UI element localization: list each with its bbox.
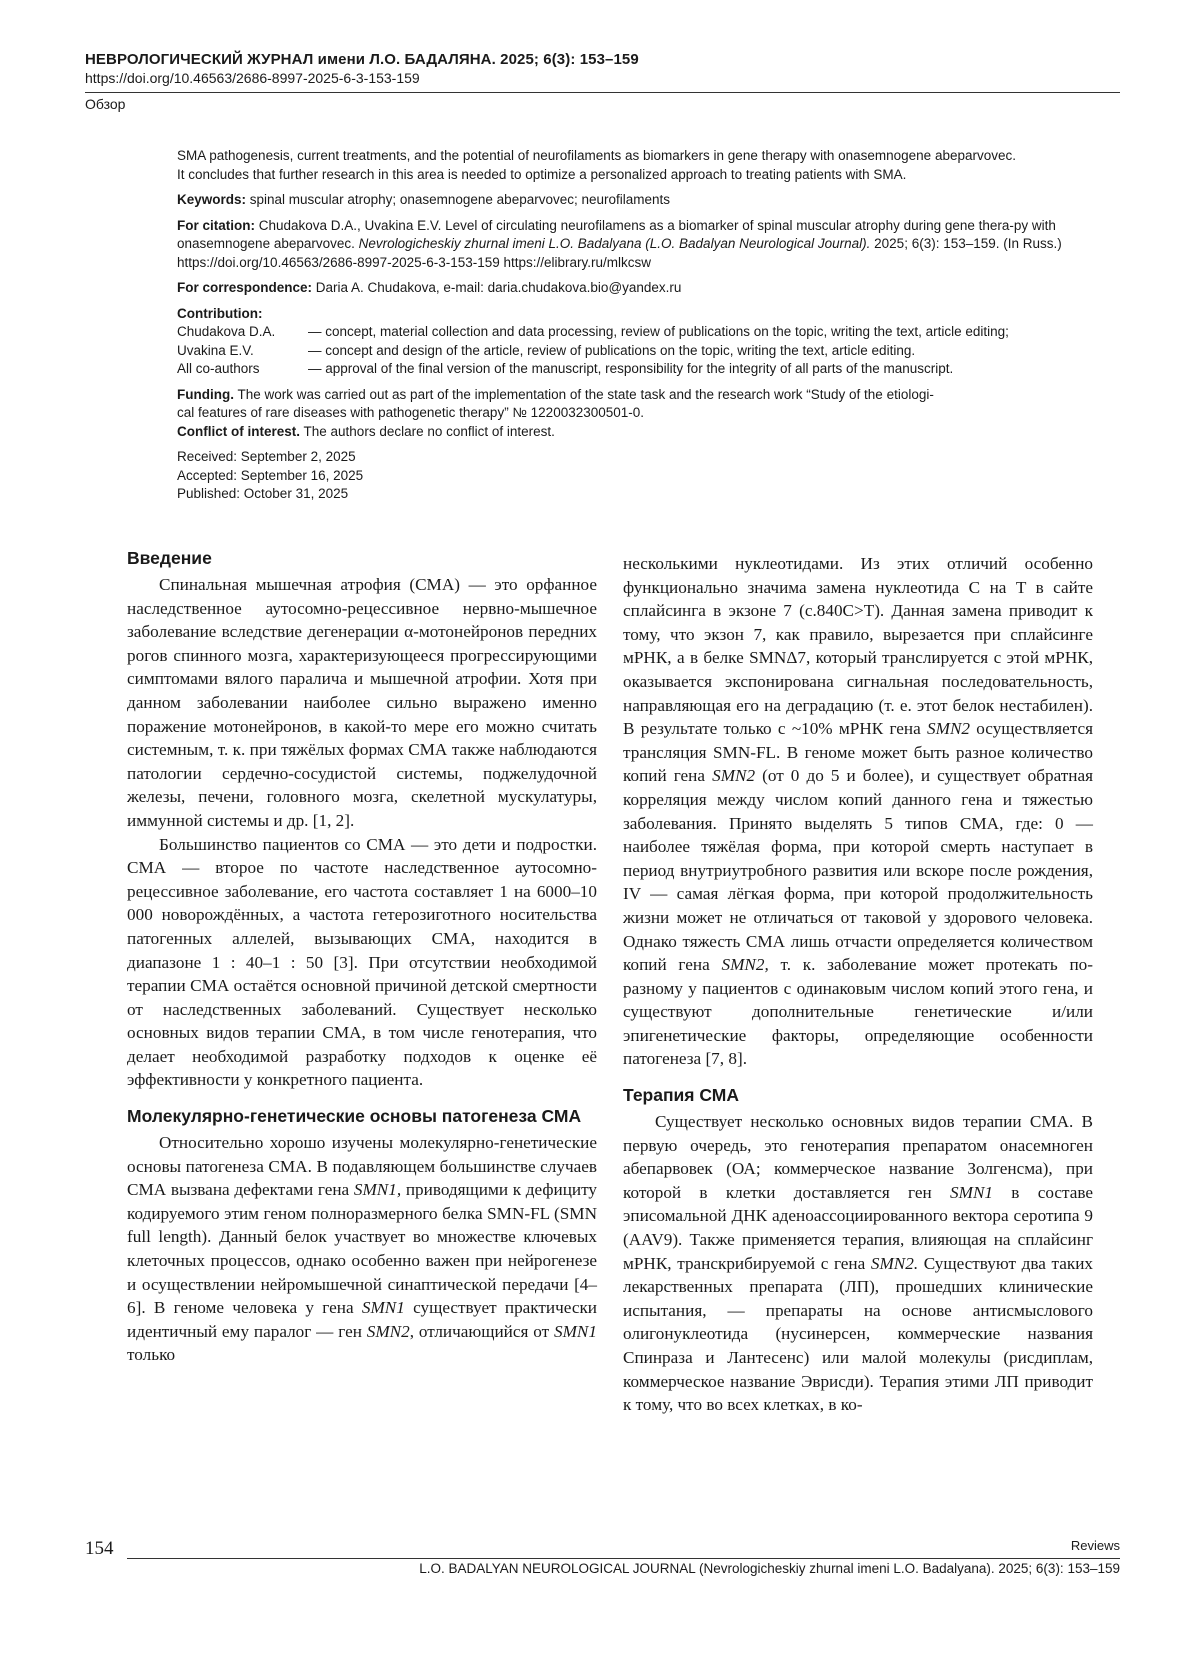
accepted-date: Accepted: September 16, 2025: [177, 467, 364, 483]
citation-text: Chudakova D.A., Uvakina E.V. Level of circulating neurofilamens as a biomarker of spinal muscular atrophy during gene thera-py with onasemnogene abeparvovec.: [177, 217, 1056, 251]
therapy-heading: Терапия СМА: [623, 1085, 739, 1106]
funding: [177, 386, 1122, 423]
gene-name: SMN2,: [721, 955, 769, 975]
continued-paragraph: [623, 552, 1093, 1071]
abstract-block: [177, 147, 1122, 504]
abstract-summary-line: SMA pathogenesis, current treatments, and the potential of neurofilaments as biomarkers in gene therapy with onasemnogene abeparvovec.: [177, 148, 1016, 163]
text-run: осуществляется трансляция SMN-FL. В геноме может быть разное количество копий гена: [623, 719, 1093, 786]
therapy-paragraph: [623, 1110, 1093, 1417]
text-run: Существует несколько основных видов терапии СМА. В первую очередь, это генотерапия препаратом онасемноген абепарвовек (ОА; коммерческое название Золгенсма), при которой в клетки доставляется ген: [623, 1112, 1093, 1202]
intro-paragraph: Большинство пациентов со СМА — это дети и подростки. СМА — второе по частоте наследственное аутосомно-рецессивное заболевание, его частота составляет 1 на 6000–10 000 новорождённых, а частота гетерозиготного носительства патогенных аллелей, вызывающих СМА, находится в диапазоне 1 : 40–1 : 50 [3]. При отсутствии необходимой терапии СМА остаётся основной причиной детской смертности от наследственных заболеваний. Существует несколько основных видов терапии СМА, в том числе генотерапия, что делает необходимой разработку подходов к оценке её эффективности у конкретного пациента.: [127, 834, 597, 1090]
text-run: приводящими к дефициту кодируемого этим геном полноразмерного белка SMN-FL (SMN full length). Данный белок участвует во множестве ключевых клеточных процессов, однако особенно важен при нейрогенезе и осуществлении нейромышечной синаптической передачи [4–6]. В геноме человека у гена: [127, 1180, 597, 1318]
page-number: 154: [85, 1538, 114, 1559]
footer-divider: [127, 1558, 1120, 1559]
citation: [177, 217, 1122, 273]
gene-name: SMN2.: [870, 1253, 919, 1273]
molecular-heading: Молекулярно-генетические основы патогенеза СМА: [127, 1106, 582, 1127]
funding-label: Funding.: [177, 386, 234, 402]
footer-journal-title: L.O. BADALYAN NEUROLOGICAL JOURNAL (Nevrologicheskiy zhurnal imeni L.O. Badalyana). 2025; 6(3): 153–159: [419, 1561, 1120, 1576]
contributor-name: Uvakina E.V.: [177, 342, 254, 358]
section-label: Обзор: [85, 96, 126, 112]
text-run: Существуют два таких лекарственных препарата (ЛП), прошедших клинические испытания, — препараты на основе антисмыслового олигонуклеотида (нусинерсен, коммерческие названия Спинраза и Лантесенс) или малой молекулы (рисдиплам, коммерческое название Эврисди). Терапия этими ЛП приводит к тому, что во всех клетках, в ко-: [623, 1253, 1093, 1415]
contribution-heading: Contribution:: [177, 305, 263, 321]
text-run: т. к. заболевание может протекать по-разному у пациентов с одинаковым числом копий этого гена, и существуют дополнительные генетические и/или эпигенетические факторы, определяющие особенности патогенеза [7, 8].: [623, 955, 1093, 1069]
conflict-text: The authors declare no conflict of interest.: [300, 423, 555, 439]
page-header: [85, 50, 1120, 112]
abstract-summary-line: It concludes that further research in this area is needed to optimize a personalized approach to treating patients with SMA.: [177, 166, 907, 182]
abstract-summary: [177, 147, 1122, 184]
footer-section-label: Reviews: [1070, 1538, 1120, 1553]
contributor-role: — approval of the final version of the manuscript, responsibility for the integrity of all parts of the manuscript.: [308, 361, 954, 376]
text-run: Относительно хорошо изучены молекулярно-генетические основы патогенеза СМА. В подавляющем большинстве случаев СМА вызвана дефектами гена: [127, 1133, 597, 1200]
gene-name: SMN2: [366, 1321, 410, 1341]
text-run: , отличающийся от: [409, 1321, 555, 1341]
gene-name: SMN1: [361, 1298, 405, 1318]
funding-text-line2: cal features of rare diseases with pathogenetic therapy” № 1220032300501-0.: [177, 405, 645, 420]
journal-title: НЕВРОЛОГИЧЕСКИЙ ЖУРНАЛ имени Л.О. БАДАЛЯНА. 2025; 6(3): 153–159: [85, 51, 639, 68]
contributor-name: Chudakova D.A.: [177, 324, 276, 339]
molecular-paragraph: [127, 1131, 597, 1367]
contributor-name: All co-authors: [177, 361, 260, 376]
contribution-row: [177, 360, 1122, 379]
gene-name: SMN1: [950, 1182, 993, 1202]
contribution-label: [177, 305, 1122, 324]
correspondence-text: Daria A. Chudakova, e-mail: daria.chudakova.bio@yandex.ru: [312, 280, 682, 295]
keywords-text: spinal muscular atrophy; onasemnogene abeparvovec; neurofilaments: [246, 192, 671, 207]
gene-name: SMN1: [554, 1321, 597, 1341]
intro-heading: Введение: [127, 548, 212, 568]
text-run: только: [127, 1345, 176, 1365]
contributor-role: — concept and design of the article, review of publications on the topic, writing the text, article editing.: [308, 342, 916, 358]
right-column: [623, 552, 1093, 1417]
intro-paragraph: Спинальная мышечная атрофия (СМА) — это орфанное наследственное аутосомно-рецессивное нервно-мышечное заболевание вследствие дегенерации α-мотонейронов передних рогов спинного мозга, характеризующееся прогрессирующими симптомами вялого паралича и мышечной атрофии. Хотя при данном заболевании наиболее сильно выражено именно поражение мотонейронов, в какой-то мере его можно считать системным, т. к. при тяжёлых формах СМА также наблюдаются патологии сердечно-сосудистой системы, поджелудочной железы, печени, головного мозга, скелетной мускулатуры, иммунной системы и др. [1, 2].: [127, 575, 597, 830]
funding-text: The work was carried out as part of the implementation of the state task and the research work “Study of the etiologi-: [233, 386, 934, 402]
contribution-row: [177, 323, 1122, 342]
published-date: Published: October 31, 2025: [177, 486, 349, 501]
gene-name: SMN2: [927, 719, 970, 739]
conflict-of-interest: [177, 423, 1122, 442]
citation-label: For citation:: [177, 217, 255, 233]
text-run: существует практически идентичный ему паралог — ген: [127, 1298, 597, 1341]
keywords-label: Keywords:: [177, 192, 247, 207]
correspondence-label: For correspondence:: [177, 280, 313, 295]
conflict-label: Conflict of interest.: [177, 423, 301, 439]
left-column: [127, 548, 597, 1367]
gene-name: SMN1,: [353, 1180, 402, 1200]
received-date: Received: September 2, 2025: [177, 449, 356, 464]
contribution-row: [177, 342, 1122, 361]
correspondence: [177, 279, 1122, 298]
citation-journal: Nevrologicheskiy zhurnal imeni L.O. Badalyana (L.O. Badalyan Neurological Journal).: [358, 236, 871, 251]
text-run: (от 0 до 5 и более), и существует обратная корреляция между числом копий данного гена и тяжестью заболевания. Принято выделять 5 типов СМА, где: 0 — наиболее тяжёлая форма, при которой смерть наступает в период внутриутробного развития или вскоре после рождения, IV — самая лёгкая форма, при которой продолжительность жизни может не отличаться от таковой у здорового человека. Однако тяжесть СМА лишь отчасти определяется количеством копий гена: [623, 766, 1093, 975]
contributor-role: — concept, material collection and data processing, review of publications on the topic, writing the text, article editing;: [308, 324, 1009, 339]
text-run: несколькими нуклеотидами. Из этих отличий особенно функционально значима замена нуклеотида C на T в сайте сплайсинга в экзоне 7 (c.840C>T). Данная замена приводит к тому, что экзон 7, как правило, вырезается при сплайсинге мРНК, а в белке SMNΔ7, который транслируется с этой мРНК, оказывается экспонирована сигнальная последовательность, направляющая его на деградацию (т. е. этот белок нестабилен). В результате только с ~10% мРНК гена: [623, 554, 1093, 739]
header-divider: [85, 92, 1120, 93]
gene-name: SMN2: [712, 766, 756, 786]
keywords: [177, 191, 1122, 210]
citation-text-tail: 2025; 6(3): 153–159. (In Russ.) https://doi.org/10.46563/2686-8997-2025-6-3-153-159 https://elibrary.ru/mlkcsw: [177, 236, 1062, 270]
text-run: в составе эписомальной ДНК аденоассоциированного вектора серотипа 9 (AAV9). Также применяется терапия, влияющая на сплайсинг мРНК, транскрибируемой с гена: [623, 1182, 1093, 1273]
article-doi-link[interactable]: https://doi.org/10.46563/2686-8997-2025-6-3-153-159: [85, 70, 420, 86]
